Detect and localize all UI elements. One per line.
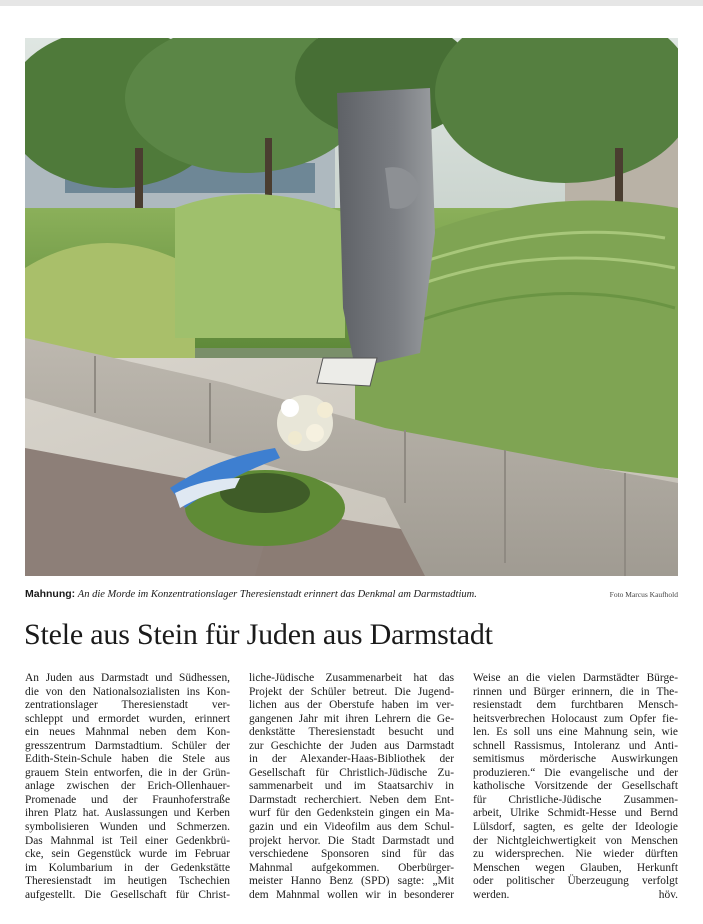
body-line: produzieren.“ Die evangelische und der xyxy=(473,766,678,779)
body-line: Theresienstadt im heutigen Tschechien xyxy=(25,875,230,888)
body-line: An Juden aus Darmstadt und Südhessen, xyxy=(25,672,230,684)
body-line: semitismus mörderische Auswirkungen xyxy=(473,753,678,766)
body-line: lichen aus der Oberstufe haben im ver- xyxy=(249,699,454,712)
body-line: Das Mahnmal ist Teil einer Gedenkbrü- xyxy=(25,834,230,847)
body-line: liche-Jüdische Zusammenarbeit hat das xyxy=(249,672,454,684)
body-line: cke, sein Gegenstück wurde im Februar xyxy=(25,848,230,861)
body-line: heitsverbrechen Holocaust zum Opfer fie- xyxy=(473,712,678,725)
body-line: verschiedene Sponsoren sind für das xyxy=(249,848,454,861)
body-line: ein neues Mahnmal neben dem Kon- xyxy=(25,726,230,739)
photo-caption xyxy=(25,586,678,602)
article-headline: Stele aus Stein für Juden aus Darmstadt xyxy=(24,618,493,651)
body-line: projekt hervor. Die Stadt Darmstadt und xyxy=(249,834,454,847)
body-line: Menschen wegen Glauben, Herkunft xyxy=(473,861,678,874)
body-line: rinnen und Bürger erinnern, die in The- xyxy=(473,685,678,698)
body-line-final xyxy=(473,889,678,903)
body-line: schnell Rassismus, Intoleranz und Anti- xyxy=(473,739,678,752)
author-signature: höv. xyxy=(658,888,678,901)
body-line: arbeit, Ulrike Schmidt-Hesse und Bernd xyxy=(473,807,678,820)
body-line: denkstätte Theresienstadt besucht und xyxy=(249,726,454,739)
body-line: im Kolumbarium in der Gedenkstätte xyxy=(25,861,230,874)
body-line: zu widersprechen. Nie wieder dürften xyxy=(473,848,678,861)
body-line: zur Geschichte der Juden aus Darmstadt xyxy=(249,739,454,752)
body-line: meister Hanno Benz (SPD) sagte: „Mit xyxy=(249,875,454,888)
body-line: ihren Platz hat. Auslassungen und Kerben xyxy=(25,807,230,820)
body-line: wurf für den Gedenkstein gingen ein Ma- xyxy=(249,807,454,820)
body-line: Weise an die vielen Darmstädter Bürge- xyxy=(473,672,678,684)
body-line: len. Es soll uns eine Mahnung sein, wie xyxy=(473,726,678,739)
body-line: gresszentrum Darmstadtium. Schüler der xyxy=(25,739,230,752)
body-line: Lülsdorf, sagten, es gelte der Ideologie xyxy=(473,821,678,834)
page-top-rule xyxy=(0,0,703,6)
body-line: Promenade und der Fraunhoferstraße xyxy=(25,793,230,806)
body-line: Darmstadt recherchiert. Neben dem Ent- xyxy=(249,793,454,806)
body-line: Projekt der Schüler betreut. Die Jugend- xyxy=(249,685,454,698)
body-line: Gesellschaft für Christlich-Jüdische Zu- xyxy=(249,766,454,779)
body-line: werden. xyxy=(473,888,510,901)
article-column-3 xyxy=(473,672,678,902)
photo-credit: Foto Marcus Kaufhold xyxy=(609,590,678,599)
body-line: Edith-Stein-Schule haben die Stele aus xyxy=(25,753,230,766)
article-column-2 xyxy=(249,672,454,902)
body-line: schleppt und ermordet wurden, erinnert xyxy=(25,712,230,725)
caption-text: An die Morde im Konzentrationslager Theresienstadt erinnert das Denkmal am Darmstadtium. xyxy=(77,589,477,600)
body-line: Mahnmal aufgekommen. Oberbürger- xyxy=(249,861,454,874)
article-body xyxy=(25,672,678,902)
body-line: für Christliche-Jüdische Zusammen- xyxy=(473,793,678,806)
body-line: anlage zwischen der Erich-Ollenhauer- xyxy=(25,780,230,793)
body-line: symbolisieren Wunden und Schmerzen. xyxy=(25,821,230,834)
memorial-photo xyxy=(25,38,678,576)
body-line: die von den Nationalsozialisten ins Kon- xyxy=(25,685,230,698)
body-line: gangenen Jahr mit ihren Lehrern die Ge- xyxy=(249,712,454,725)
caption-lead: Mahnung: xyxy=(25,588,76,600)
body-line: oder politischer Überzeugung verfolgt xyxy=(473,875,678,888)
article-column-1 xyxy=(25,672,230,902)
body-line: resienstadt dem furchtbaren Mensch- xyxy=(473,699,678,712)
body-line: gazin und ein Videofilm aus dem Schul- xyxy=(249,821,454,834)
body-line: dem Mahnmal wollen wir in besonderer xyxy=(249,888,454,901)
body-line: in der Alexander-Haas-Bibliothek der xyxy=(249,753,454,766)
body-line: grauem Stein entworfen, die in der Grün- xyxy=(25,766,230,779)
body-line: sammenarbeit und im Staatsarchiv in xyxy=(249,780,454,793)
body-line: aufgestellt. Die Gesellschaft für Christ- xyxy=(25,888,230,901)
body-line: der Nichtgleichwertigkeit von Menschen xyxy=(473,834,678,847)
body-line: zentrationslager Theresienstadt ver- xyxy=(25,699,230,712)
body-line: katholische Vorsitzende der Gesellschaft xyxy=(473,780,678,793)
